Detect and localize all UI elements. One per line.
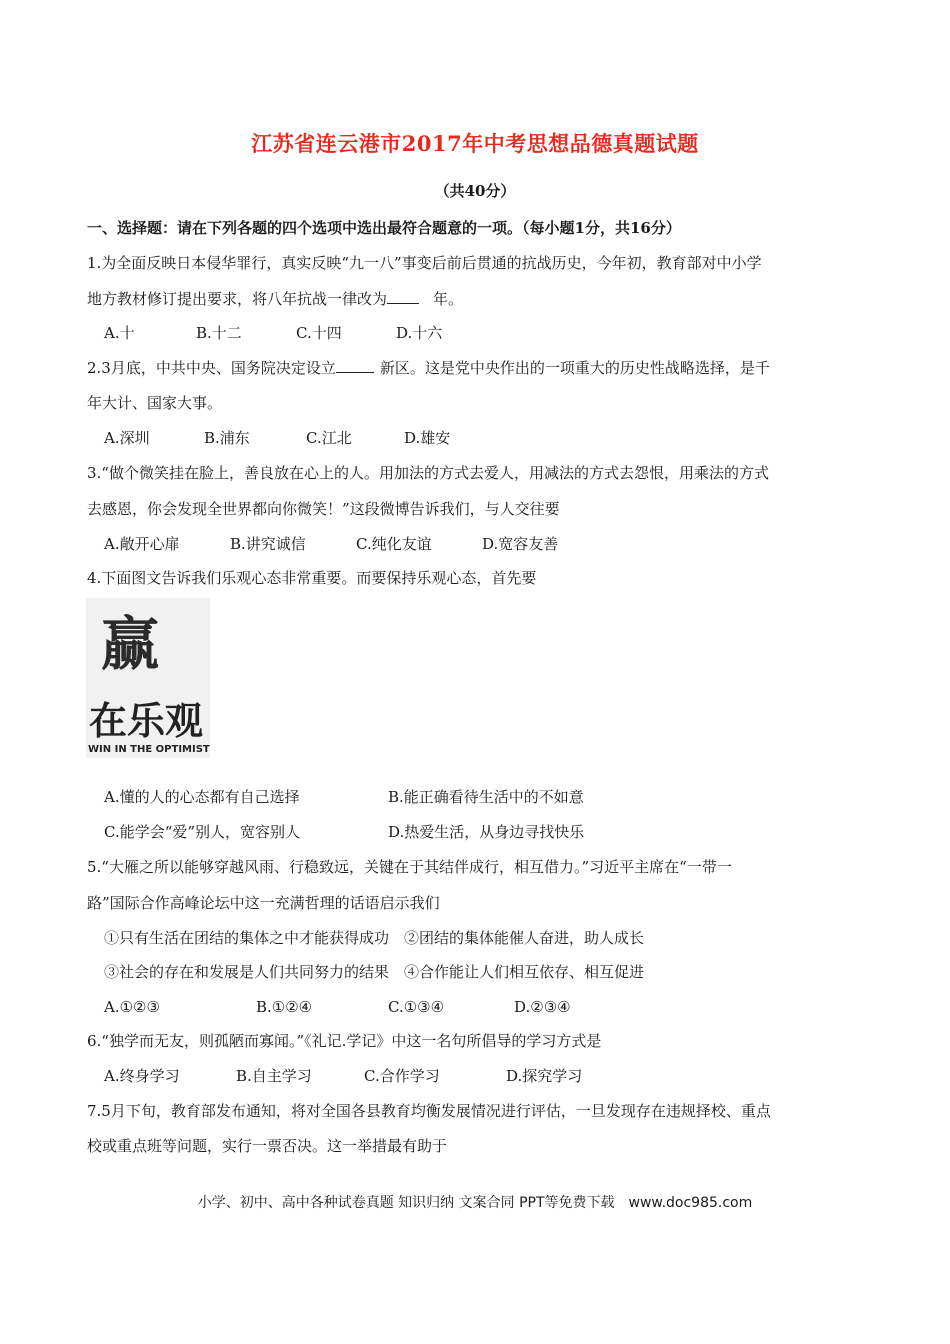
option-a: A.懂的人的心态都有自己选择: [104, 788, 300, 806]
question-1-line-1: 1.为全面反映日本侵华罪行，真实反映“九一八”事变后前后贯通的抗战历史，今年初，教育部对中小学: [87, 254, 762, 272]
option-b: B.浦东: [204, 429, 250, 447]
question-7-line-1: 7.5月下旬，教育部发布通知，将对全国各县教育均衡发展情况进行评估，一旦发现存在违规择校、重点: [87, 1102, 771, 1120]
answer-blank: [387, 289, 419, 304]
question-7-line-2: 校或重点班等问题，实行一票否决。这一举措最有助于: [87, 1137, 448, 1155]
option-c: C.①③④: [388, 998, 445, 1016]
question-2-line-1: [87, 358, 770, 378]
poster-english-text: WIN IN THE OPTIMISTIC: [88, 744, 210, 755]
question-3-line-1: 3.“做个微笑挂在脸上，善良放在心上的人。用加法的方式去爱人，用减法的方式去怨恨，用乘法的方式: [87, 464, 769, 482]
question-1-tail: 年。: [433, 290, 464, 308]
question-2-text: 2.3月底，中共中央、国务院决定设立: [87, 359, 336, 377]
option-a: A.①②③: [104, 998, 160, 1016]
option-b: B.能正确看待生活中的不如意: [388, 788, 584, 806]
option-c: C.能学会“爱”别人，宽容别人: [104, 823, 301, 841]
page-footer: 小学、初中、高中各种试卷真题 知识归纳 文案合同 PPT等免费下载 www.doc985.com: [197, 1195, 753, 1211]
option-a: A.敞开心扉: [104, 535, 180, 553]
question-3-line-2: 去感恩，你会发现全世界都向你微笑！”这段微博告诉我们，与人交往要: [87, 500, 560, 518]
question-2-line-2: 年大计、国家大事。: [87, 394, 223, 412]
statement-line-2: ③社会的存在和发展是人们共同努力的结果 ④合作能让人们相互依存、相互促进: [104, 963, 645, 981]
option-d: D.雄安: [404, 429, 451, 447]
answer-blank: [336, 358, 374, 373]
question-1-text: 地方教材修订提出要求，将八年抗战一律改为: [87, 290, 388, 308]
option-d: D.探究学习: [506, 1067, 583, 1085]
question-6-line-1: 6.“独学而无友，则孤陋而寡闻。”《礼记.学记》中这一名句所倡导的学习方式是: [87, 1032, 602, 1050]
option-d: D.宽容友善: [482, 535, 559, 553]
option-c: C.纯化友谊: [356, 535, 432, 553]
poster-graphic: [86, 598, 210, 758]
section-heading: 一、选择题：请在下列各题的四个选项中选出最符合题意的一项。（每小题1分，共16分）: [87, 219, 681, 237]
statement-line-1: ①只有生活在团结的集体之中才能获得成功 ②团结的集体能催人奋进，助人成长: [104, 929, 645, 947]
option-c: C.十四: [296, 324, 342, 342]
option-b: B.讲究诚信: [230, 535, 306, 553]
question-5-line-1: 5.“大雁之所以能够穿越风雨、行稳致远，关键在于其结伴成行，相互借力。”习近平主席在“一带一: [87, 858, 732, 876]
question-4-line-1: 4.下面图文告诉我们乐观心态非常重要。而要保持乐观心态，首先要: [87, 569, 537, 587]
option-b: B.自主学习: [236, 1067, 312, 1085]
optimism-poster-image: [86, 598, 210, 758]
option-c: C.江北: [306, 429, 352, 447]
option-d: D.十六: [396, 324, 443, 342]
option-b: B.十二: [196, 324, 242, 342]
question-5-line-2: 路”国际合作高峰论坛中这一充满哲理的话语启示我们: [87, 894, 440, 912]
option-d: D.②③④: [514, 998, 571, 1016]
poster-top-glyph: 赢: [100, 610, 160, 678]
page-title: 江苏省连云港市2017年中考思想品德真题试题: [251, 131, 699, 156]
option-a: A.深圳: [104, 429, 150, 447]
option-c: C.合作学习: [364, 1067, 440, 1085]
question-1-line-2: [87, 289, 463, 309]
question-2-tail: 新区。这是党中央作出的一项重大的历史性战略选择，是千: [379, 359, 770, 377]
total-score: （共40分）: [434, 182, 516, 200]
option-b: B.①②④: [256, 998, 313, 1016]
option-d: D.热爱生活，从身边寻找快乐: [388, 823, 585, 841]
option-a: A.十: [104, 324, 135, 342]
poster-main-text: 在乐观: [88, 699, 204, 743]
option-a: A.终身学习: [104, 1067, 180, 1085]
